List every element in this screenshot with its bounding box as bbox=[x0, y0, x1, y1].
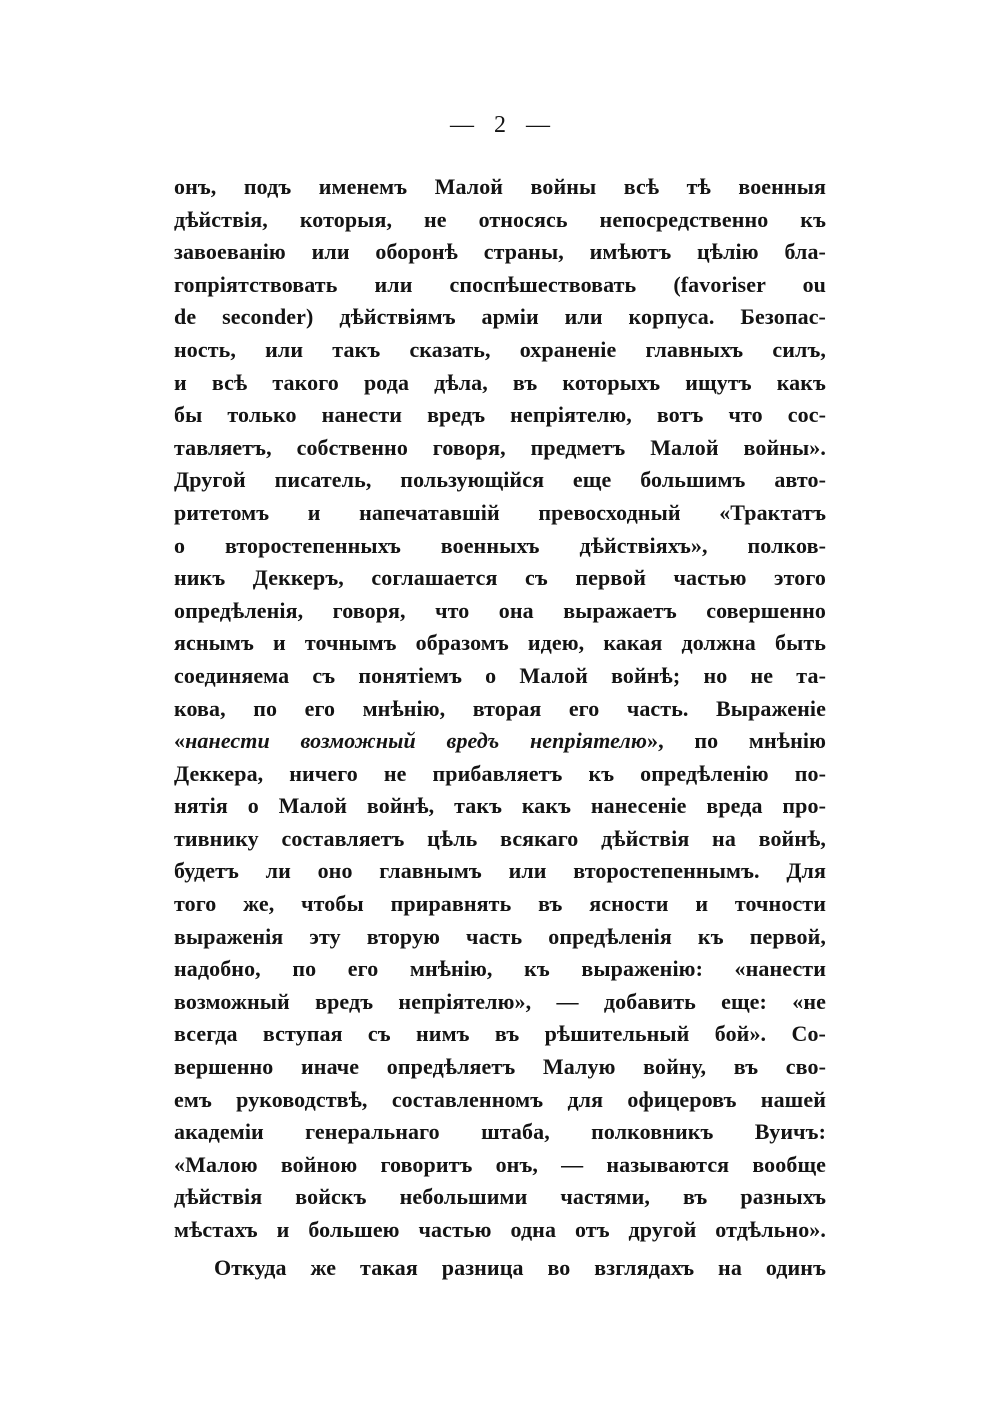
text-line: яснымъ и точнымъ образомъ идею, какая должна быть bbox=[174, 630, 826, 656]
text-line: тивнику составляетъ цѣль всякаго дѣйствія на войнѣ, bbox=[174, 825, 826, 851]
text-line: надобно, по его мнѣнію, къ выраженію: «нанести bbox=[174, 956, 826, 982]
text-line: академіи генеральнаго штаба, полковникъ Вуичъ: bbox=[174, 1119, 826, 1145]
text-line: никъ Деккеръ, соглашается съ первой частью этого bbox=[174, 565, 826, 591]
quote-close-text: », по мнѣнію bbox=[647, 728, 826, 754]
text-line: дѣйствія, которыя, не относясь непосредственно къ bbox=[174, 206, 826, 232]
text-line: гопріятствовать или споспѣшествовать (favoriser ou bbox=[174, 271, 826, 297]
text-line: кова, по его мнѣнію, вторая его часть. Выраженіе bbox=[174, 695, 826, 721]
text-line: de seconder) дѣйствіямъ арміи или корпуса. Безопас- bbox=[174, 304, 826, 330]
paragraph bbox=[174, 1252, 826, 1285]
text-line: тавляетъ, собственно говоря, предметъ Малой войны». bbox=[174, 434, 826, 460]
text-line: возможный вредъ непріятелю», — добавить еще: «не bbox=[174, 988, 826, 1014]
text-line: опредѣленія, говоря, что она выражаетъ совершенно bbox=[174, 597, 826, 623]
text-line: «Малою войною говоритъ онъ, — называются вообще bbox=[174, 1151, 826, 1177]
header-dash-right: — bbox=[526, 112, 550, 138]
paragraph bbox=[174, 171, 826, 1247]
text-line: и всѣ такого рода дѣла, въ которыхъ ищутъ какъ bbox=[174, 369, 826, 395]
quote-open: « bbox=[174, 728, 186, 754]
text-line: Другой писатель, пользующійся еще большимъ авто- bbox=[174, 467, 826, 493]
text-line: того же, чтобы приравнять въ ясности и точности bbox=[174, 891, 826, 917]
page-number: 2 bbox=[494, 112, 506, 138]
text-line: нятія о Малой войнѣ, такъ какъ нанесеніе вреда про- bbox=[174, 793, 826, 819]
header-dash-left: — bbox=[450, 112, 474, 138]
text-line-with-italic bbox=[174, 725, 826, 758]
text-line: о второстепенныхъ военныхъ дѣйствіяхъ», полков- bbox=[174, 532, 826, 558]
text-line: выраженія эту вторую часть опредѣленія къ первой, bbox=[174, 923, 826, 949]
italic-quotation: нанести возможный вредъ непріятелю bbox=[185, 728, 648, 754]
text-line: будетъ ли оно главнымъ или второстепеннымъ. Для bbox=[174, 858, 826, 884]
text-line: мѣстахъ и большею частью одна отъ другой отдѣльно». bbox=[174, 1217, 826, 1242]
text-line: онъ, подъ именемъ Малой войны всѣ тѣ военныя bbox=[174, 174, 826, 199]
page-header bbox=[0, 109, 1000, 141]
text-line: дѣйствія войскъ небольшими частями, въ разныхъ bbox=[174, 1184, 826, 1210]
text-line: Откуда же такая разница во взглядахъ на одинъ bbox=[214, 1254, 826, 1280]
text-line: ритетомъ и напечатавшій превосходный «Трактатъ bbox=[174, 499, 826, 525]
text-line: Деккера, ничего не прибавляетъ къ опредѣленію по- bbox=[174, 760, 826, 786]
text-line: емъ руководствѣ, составленномъ для офицеровъ нашей bbox=[174, 1086, 826, 1112]
text-line: вершенно иначе опредѣляетъ Малую войну, въ сво- bbox=[174, 1054, 826, 1080]
body-text bbox=[174, 171, 826, 1284]
text-line: соединяема съ понятіемъ о Малой войнѣ; но не та- bbox=[174, 662, 826, 688]
text-line: ность, или такъ сказать, охраненіе главныхъ силъ, bbox=[174, 336, 826, 362]
text-line: бы только нанести вредъ непріятелю, вотъ что сос- bbox=[174, 402, 826, 428]
text-line: всегда вступая съ нимъ въ рѣшительный бой». Со- bbox=[174, 1021, 826, 1047]
text-line: завоеванію или оборонѣ страны, имѣютъ цѣлію бла- bbox=[174, 239, 826, 265]
